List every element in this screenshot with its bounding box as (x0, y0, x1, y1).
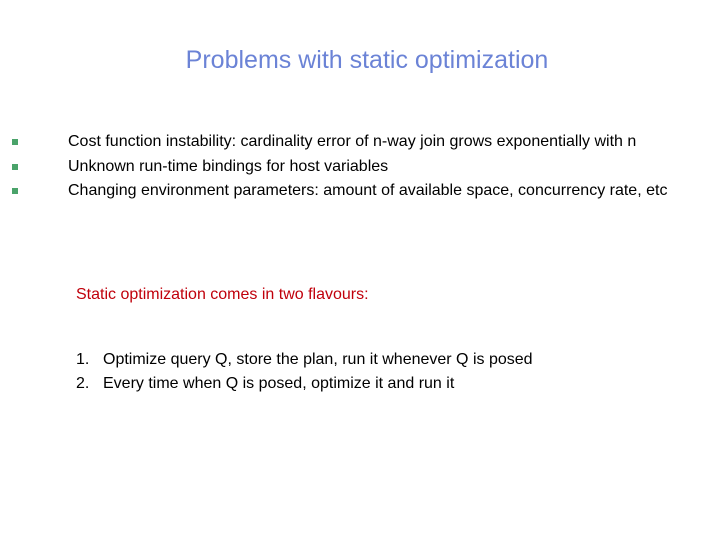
numbered-item (76, 348, 533, 372)
square-bullet-icon (12, 164, 18, 170)
flavours-heading: Static optimization comes in two flavours: (76, 286, 369, 303)
square-bullet-icon (12, 139, 18, 145)
bullet-text: Cost function instability: cardinality error of n-way join grows exponentially with n (68, 133, 637, 150)
square-bullet-icon (12, 188, 18, 194)
item-text: Every time when Q is posed, optimize it and run it (103, 375, 455, 392)
numbered-item (76, 372, 533, 396)
item-number: 2. (76, 375, 90, 392)
bullet-item (12, 179, 692, 204)
bullet-text: Unknown run-time bindings for host variables (68, 157, 389, 175)
slide-title: Problems with static optimization (185, 46, 549, 74)
bullet-item (12, 130, 692, 155)
item-text: Optimize query Q, store the plan, run it whenever Q is posed (103, 351, 533, 368)
bullet-list (12, 130, 692, 204)
numbered-list (76, 348, 533, 396)
bullet-text: Changing environment parameters: amount of available space, concurrency rate, etc (68, 182, 668, 199)
item-number: 1. (76, 351, 90, 368)
bullet-item (12, 155, 692, 180)
